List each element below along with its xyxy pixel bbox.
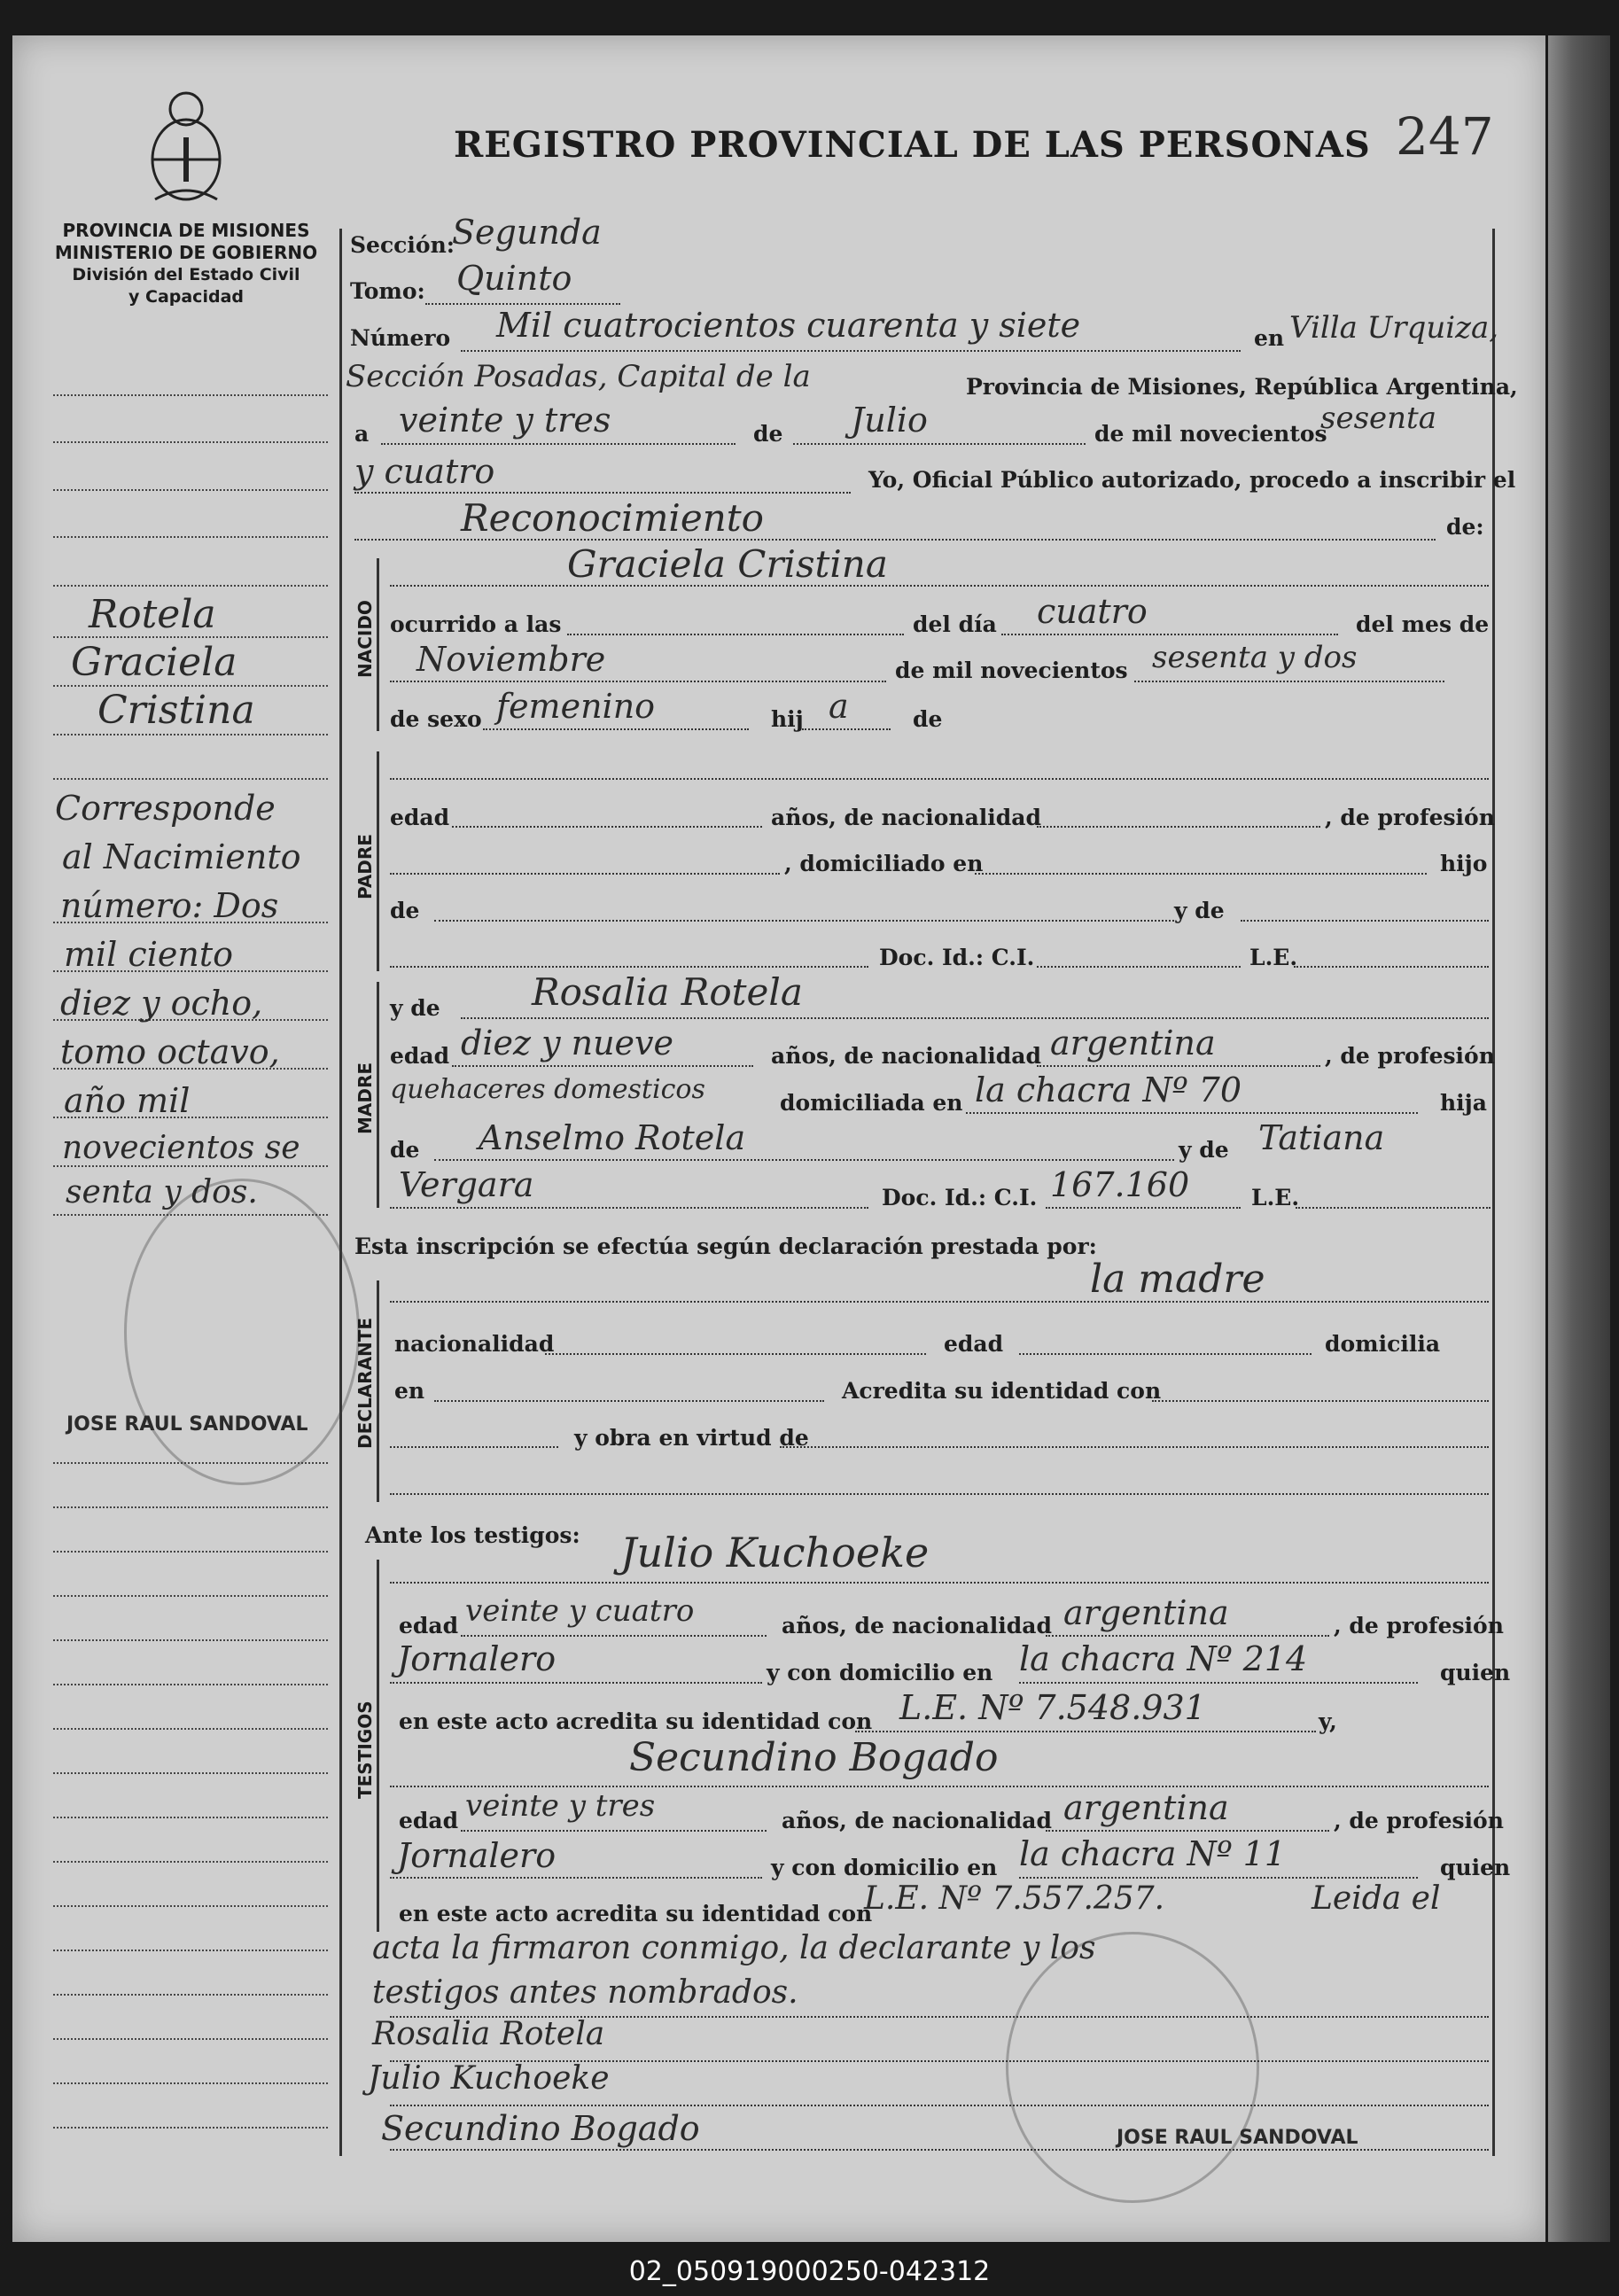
t2-dom-value: la chacra Nº 11: [1019, 1834, 1287, 1873]
t2-edad-label: edad: [399, 1808, 459, 1833]
margin-middlename: Cristina: [97, 688, 255, 733]
madre-doc-label: Doc. Id.: C.I.: [882, 1185, 1038, 1210]
tomo-label: Tomo:: [350, 278, 425, 304]
a-label: a: [354, 421, 370, 447]
anio-value-1: sesenta: [1320, 401, 1436, 436]
testigo1-name: Julio Kuchoeke: [620, 1529, 930, 1576]
del-dia-label: del día: [913, 611, 997, 637]
hij-suffix-value: a: [829, 687, 849, 726]
madre-nombre-value: Rosalia Rotela: [532, 970, 803, 1014]
declarante-value: la madre: [1090, 1257, 1265, 1302]
t1-prof-value: Jornalero: [397, 1639, 557, 1678]
t2-doc-value: L.E. Nº 7.557.257.: [864, 1880, 1165, 1917]
coat-of-arms-icon: [137, 84, 235, 208]
nacido-bracket: [377, 558, 379, 731]
de-sexo-label: de sexo: [390, 706, 482, 732]
t1-acredita-label: en este acto acredita su identidad con: [399, 1708, 873, 1734]
t2-nac-value: argentina: [1063, 1788, 1229, 1827]
de-mil-nov-label: de mil novecientos: [895, 658, 1128, 683]
madre-madre2-value: Vergara: [399, 1165, 534, 1204]
declarante-bracket: [377, 1280, 379, 1502]
decl-nac-label: nacionalidad: [394, 1331, 555, 1357]
madre-edad-value: diez y nueve: [461, 1023, 674, 1062]
signature-testigo1: Julio Kuchoeke: [368, 2060, 610, 2097]
padre-bracket: [377, 751, 379, 971]
margin-note: mil ciento: [64, 935, 233, 974]
madre-prof-label: , de profesión: [1325, 1043, 1495, 1069]
main-left-border: [339, 229, 342, 2156]
province-line: PROVINCIA DE MISIONES: [62, 220, 310, 241]
madre-dom-value: la chacra Nº 70: [975, 1070, 1242, 1109]
localidad-value: Villa Urquiza,: [1289, 310, 1499, 346]
tomo-value: Quinto: [456, 259, 572, 298]
decl-acredita-label: Acredita su identidad con: [842, 1378, 1162, 1404]
official-seal-left: [124, 1179, 360, 1485]
leida-line-2: acta la firmaron conmigo, la declarante y los: [372, 1930, 1096, 1966]
padre-prof-label: , de profesión: [1325, 805, 1495, 830]
hij-label: hij: [771, 706, 804, 732]
madre-yde-label: y de: [390, 995, 440, 1021]
testigos-bracket: [377, 1560, 379, 1932]
t1-nac-value: argentina: [1063, 1593, 1229, 1632]
madre-madre-value: Tatiana: [1258, 1118, 1385, 1157]
en-label: en: [1254, 325, 1285, 351]
de2-label: de: [913, 706, 943, 732]
provincia-text: Provincia de Misiones, República Argentina,: [966, 374, 1518, 400]
t1-dom-label: y con domicilio en: [767, 1660, 993, 1685]
madre-bracket: [377, 982, 379, 1208]
acto-value: Reconocimiento: [461, 496, 764, 540]
section-label-madre: MADRE: [354, 1062, 376, 1134]
inscripcion-text: Esta inscripción se efectúa según declaración prestada por:: [354, 1234, 1097, 1259]
t1-edad-label: edad: [399, 1613, 459, 1638]
madre-dom-label: domiciliada en: [780, 1090, 963, 1116]
madre-padre-value: Anselmo Rotela: [479, 1118, 746, 1157]
numero-label: Número: [350, 325, 451, 351]
madre-hija-label: hija: [1440, 1090, 1487, 1116]
decl-dom-label: domicilia: [1325, 1331, 1441, 1357]
decl-edad-label: edad: [944, 1331, 1004, 1357]
mes-value: Julio: [851, 401, 928, 440]
padre-doc-label: Doc. Id.: C.I.: [879, 945, 1035, 970]
signer-name-left: JOSE RAUL SANDOVAL: [66, 1413, 308, 1436]
margin-note: diez y ocho,: [60, 984, 263, 1023]
margin-note: Corresponde: [55, 789, 276, 828]
madre-ci-value: 167.160: [1050, 1165, 1190, 1204]
mes-nac-value: Noviembre: [416, 640, 606, 679]
margin-note: al Nacimiento: [62, 837, 301, 876]
t1-prof-label: , de profesión: [1334, 1613, 1504, 1638]
t1-doc-value: L.E. Nº 7.548.931: [899, 1688, 1206, 1727]
book-binding: [1548, 35, 1610, 2242]
madre-nac-value: argentina: [1050, 1023, 1216, 1062]
signer-name-right: JOSE RAUL SANDOVAL: [1117, 2127, 1358, 2149]
decl-en-label: en: [394, 1378, 425, 1404]
margin-note: senta y dos.: [66, 1174, 258, 1210]
testigo2-name: Secundino Bogado: [629, 1735, 999, 1780]
official-seal-right: [1006, 1932, 1259, 2203]
margin-note: novecientos se: [62, 1130, 300, 1166]
leida-line-1: Leida el: [1312, 1880, 1441, 1917]
t1-y-label: y,: [1319, 1708, 1337, 1734]
seccion-label: Sección:: [350, 232, 455, 258]
madre-prof-value: quehaceres domesticos: [390, 1074, 705, 1105]
page-title: REGISTRO PROVINCIAL DE LAS PERSONAS: [454, 124, 1371, 166]
del-mes-label: del mes de: [1356, 611, 1490, 637]
t2-quien-label: quien: [1440, 1855, 1511, 1880]
madre-le-label: L.E.: [1251, 1185, 1300, 1210]
sexo-value: femenino: [496, 687, 656, 726]
margin-note: tomo octavo,: [60, 1032, 280, 1071]
margin-note: número: Dos: [60, 886, 279, 925]
padre-dom-label: , domiciliado en: [784, 851, 984, 876]
seccion-value: Segunda: [452, 213, 602, 252]
page-number: 247: [1396, 106, 1494, 167]
issuer-block: [44, 220, 328, 308]
de-colon-label: de:: [1446, 514, 1484, 540]
file-id: 02_050919000250-042312: [628, 2256, 991, 2287]
margin-note: año mil: [64, 1081, 191, 1120]
yo-oficial-text: Yo, Oficial Público autorizado, procedo a inscribir el: [868, 467, 1516, 493]
t2-edad-value: veinte y tres: [465, 1788, 656, 1824]
de-label: de: [753, 421, 783, 447]
t2-prof-value: Jornalero: [397, 1836, 557, 1875]
madre-yde2-label: y de: [1179, 1137, 1229, 1163]
madre-de-label: de: [390, 1137, 420, 1163]
t1-quien-label: quien: [1440, 1660, 1511, 1685]
padre-yde-label: y de: [1174, 898, 1225, 923]
padre-de-label: de: [390, 898, 420, 923]
padre-le-label: L.E.: [1249, 945, 1298, 970]
testigos-label: Ante los testigos:: [365, 1522, 580, 1548]
section-label-declarante: DECLARANTE: [354, 1317, 376, 1449]
signature-testigo2: Secundino Bogado: [381, 2109, 700, 2148]
lugar-value: Sección Posadas, Capital de la: [346, 359, 811, 394]
padre-nac-label: años, de nacionalidad: [771, 805, 1041, 830]
t1-nac-label: años, de nacionalidad: [782, 1613, 1052, 1638]
leida-line-3: testigos antes nombrados.: [372, 1974, 798, 2011]
t1-dom-value: la chacra Nº 214: [1019, 1639, 1308, 1678]
t2-prof-label: , de profesión: [1334, 1808, 1504, 1833]
signature-madre: Rosalia Rotela: [372, 2016, 605, 2052]
decl-obra-label: y obra en virtud de: [574, 1425, 809, 1451]
anio-value-2: y cuatro: [354, 452, 495, 491]
dia-value: veinte y tres: [399, 401, 611, 440]
t2-acredita-label: en este acto acredita su identidad con: [399, 1901, 873, 1926]
section-label-nacido: NACIDO: [354, 600, 376, 678]
padre-edad-label: edad: [390, 805, 450, 830]
ministry-line: MINISTERIO DE GOBIERNO: [54, 242, 318, 263]
ocurrido-label: ocurrido a las: [390, 611, 562, 637]
numero-value: Mil cuatrocientos cuarenta y siete: [496, 306, 1081, 345]
madre-nac-label: años, de nacionalidad: [771, 1043, 1041, 1069]
section-label-padre: PADRE: [354, 834, 376, 899]
t1-edad-value: veinte y cuatro: [465, 1593, 695, 1629]
nombre-value: Graciela Cristina: [567, 542, 888, 586]
padre-hijo-label: hijo: [1440, 851, 1488, 876]
dia-nac-value: cuatro: [1037, 592, 1148, 631]
division-line: División del Estado Civil: [72, 265, 300, 284]
madre-edad-label: edad: [390, 1043, 450, 1069]
de-mil-label: de mil novecientos: [1094, 421, 1327, 447]
section-label-testigos: TESTIGOS: [354, 1701, 376, 1799]
t2-dom-label: y con domicilio en: [771, 1855, 998, 1880]
margin-surname: Rotela: [89, 592, 216, 637]
margin-firstname: Graciela: [71, 640, 237, 685]
anio-nac-value: sesenta y dos: [1152, 640, 1358, 675]
t2-nac-label: años, de nacionalidad: [782, 1808, 1052, 1833]
capacity-line: y Capacidad: [128, 287, 244, 307]
